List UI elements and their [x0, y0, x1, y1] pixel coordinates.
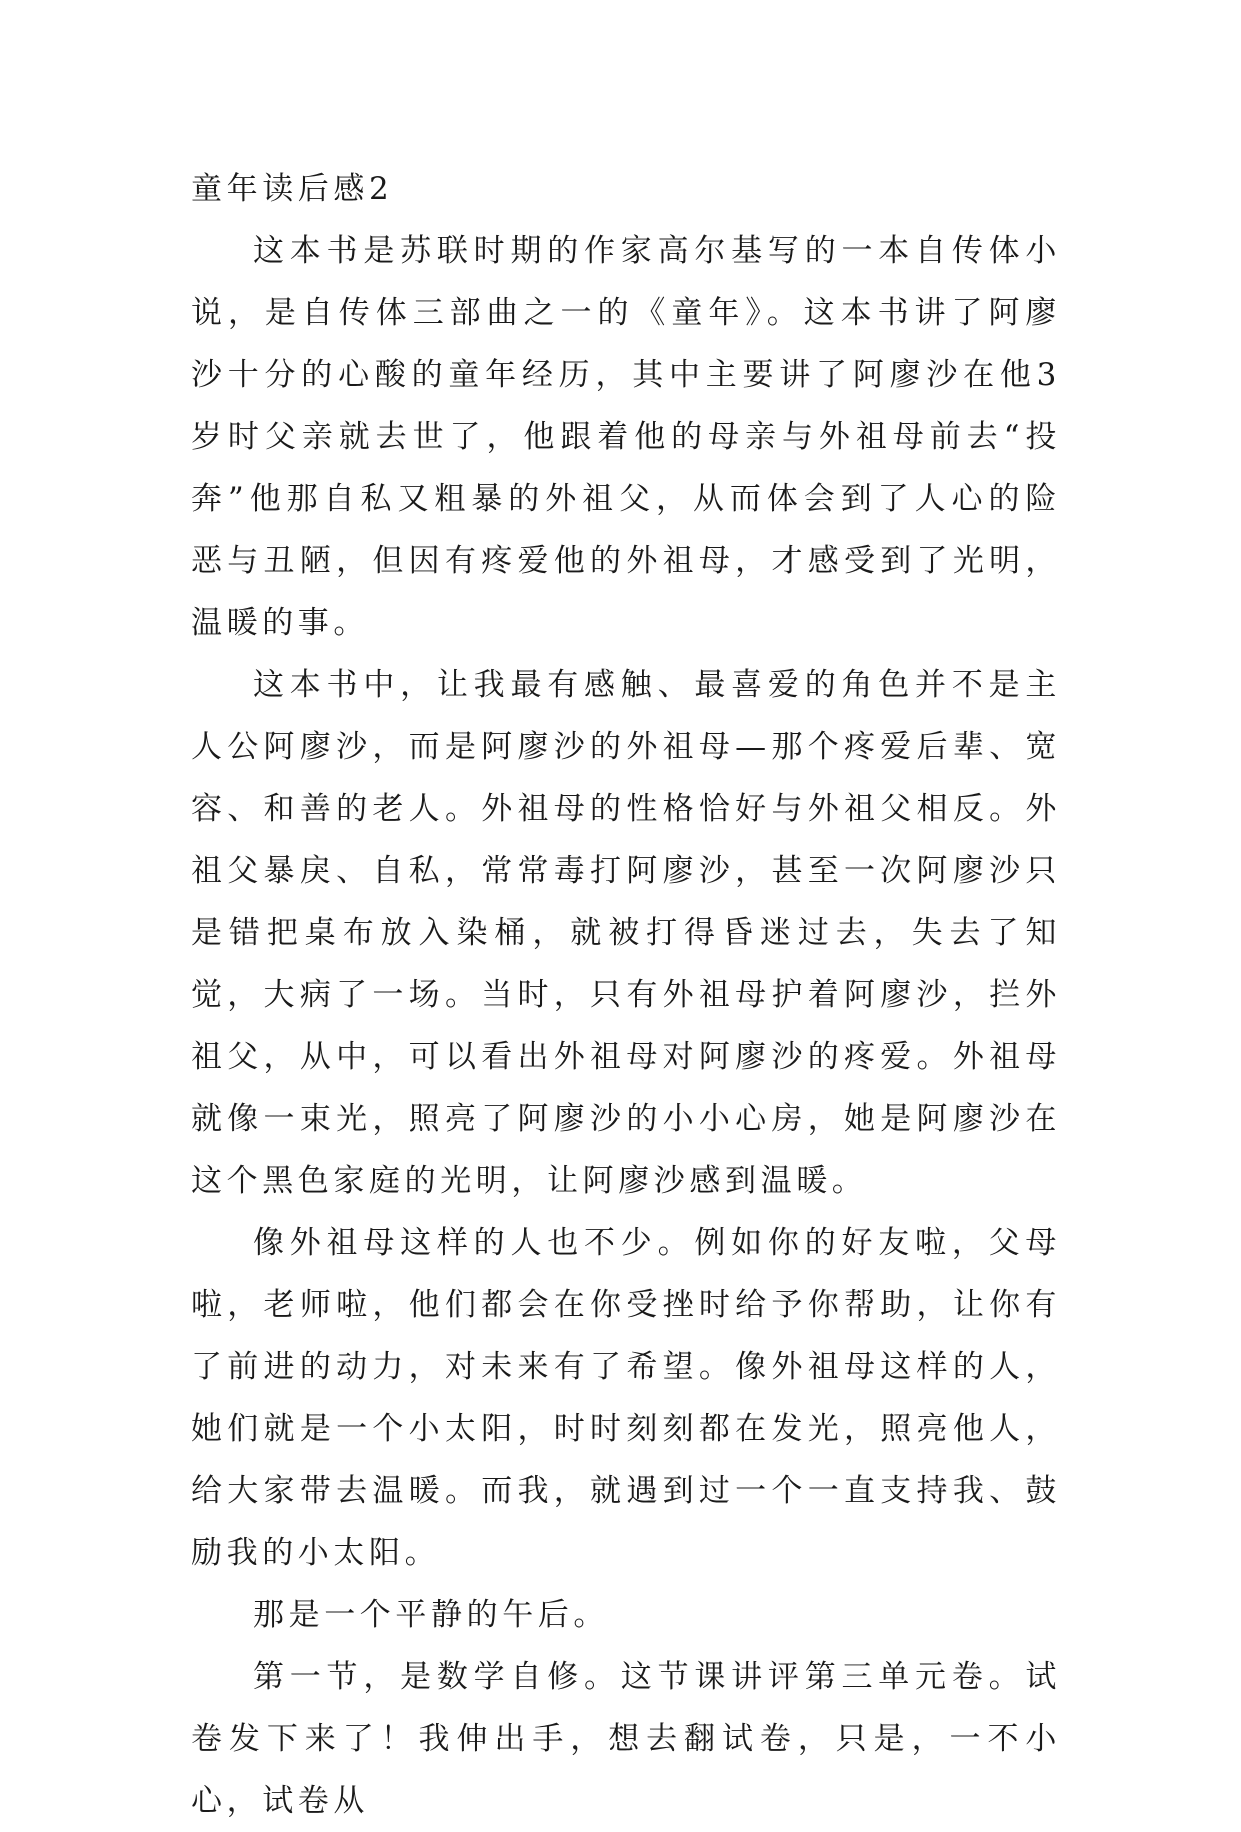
paragraph: 像外祖母这样的人也不少。例如你的好友啦，父母啦，老师啦，他们都会在你受挫时给予你帮助，让你有了前进的动力，对未来有了希望。像外祖母这样的人，她们就是一个小太阳，时时刻刻都在发光，照亮他人，给大家带去温暖。而我，就遇到过一个一直支持我、鼓励我的小太阳。 [191, 1225, 1061, 1571]
paragraph: 那是一个平静的午后。 [253, 1597, 609, 1633]
paragraph: 这本书中，让我最有感触、最喜爱的角色并不是主人公阿廖沙，而是阿廖沙的外祖母—那个疼爱后辈、宽容、和善的老人。外祖母的性格恰好与外祖父相反。外祖父暴戾、自私，常常毒打阿廖沙，甚至一次阿廖沙只是错把桌布放入染桶，就被打得昏迷过去，失去了知觉，大病了一场。当时，只有外祖母护着阿廖沙，拦外祖父，从中，可以看出外祖母对阿廖沙的疼爱。外祖母就像一束光，照亮了阿廖沙的小小心房，她是阿廖沙在这个黑色家庭的光明，让阿廖沙感到温暖。 [191, 667, 1061, 1199]
document-title: 童年读后感2 [191, 171, 394, 207]
paragraph: 第一节，是数学自修。这节课讲评第三单元卷。试卷发下来了！我伸出手，想去翻试卷，只是，一不小心，试卷从 [191, 1659, 1061, 1819]
paragraph: 这本书是苏联时期的作家高尔基写的一本自传体小说，是自传体三部曲之一的《童年》。这本书讲了阿廖沙十分的心酸的童年经历，其中主要讲了阿廖沙在他3岁时父亲就去世了，他跟着他的母亲与外祖母前去“投奔”他那自私又粗暴的外祖父，从而体会到了人心的险恶与丑陋，但因有疼爱他的外祖母，才感受到了光明，温暖的事。 [191, 233, 1061, 641]
document-body [191, 158, 1061, 1832]
